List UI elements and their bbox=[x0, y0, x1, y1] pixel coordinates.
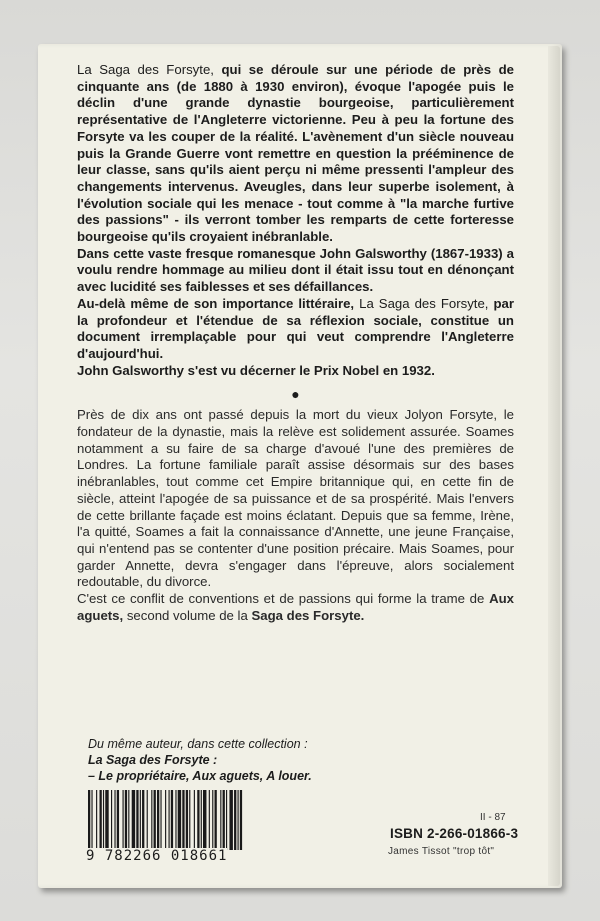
paragraph-text: second volume de la bbox=[123, 607, 252, 623]
series-title-inline: La Saga des Forsyte, bbox=[354, 295, 489, 311]
paragraph-text: par la profondeur et l'étendue de sa réflexion sociale, constitue un document irremplaçable pour qui veut comprendre l'Angleterre d'aujourd'hui. bbox=[77, 295, 515, 361]
synopsis-paragraph: Près de dix ans ont passé depuis la mort du vieux Jolyon Forsyte, le fondateur de la dynastie, mais la relève est solidement assurée. Soames notamment a su faire de sa charge d'avoué l'une des premières de Londres. La fortune familiale paraît assise désormais sur des bases inébranlables, tout comme cet Empire britannique qui, en cette fin de siècle, atteint l'apogée de sa puissance et de sa prospérité. Mais l'envers de cette brillante façade est moins éclatant. Depuis que sa femme, Irène, l'a quitté, Soames a fait la connaissance d'Annette, une jeune Française, qui n'entend pas se contenter d'une position précaire. Mais Soames, pour garder Annette, devra s'engager dans l'épreuve, alors socialement redoutable, du divorce. bbox=[77, 407, 514, 590]
blurb-paragraph-4: John Galsworthy s'est vu décerner le Prix Nobel en 1932. bbox=[77, 362, 435, 378]
book-page-edge bbox=[548, 46, 560, 886]
isbn: ISBN 2-266-01866-3 bbox=[390, 826, 519, 841]
paragraph-text: Au-delà même de son importance littéraire, bbox=[77, 295, 355, 311]
book-title-inline: Aux aguets, bbox=[77, 591, 514, 623]
barcode-number: 9 782266 018661 bbox=[86, 848, 228, 864]
blurb-paragraph-1 bbox=[77, 62, 514, 246]
synopsis-closing bbox=[77, 591, 514, 624]
same-author-intro: Du même auteur, dans cette collection : bbox=[88, 737, 308, 751]
blurb-text bbox=[77, 62, 514, 625]
series-title-inline: La Saga des Forsyte, bbox=[77, 62, 214, 77]
paragraph-text: qui se déroule sur une période de près de cinquante ans (de 1880 à 1930 environ), évoque l'apogée puis le déclin d'une grande dynastie bourgeoise, particulièrement représentative de l'Angleterre victorienne. Peu à peu la fortune des Forsyte va les couper de la réalité. L'avènement d'un siècle nouveau puis la Grande Guerre vont remettre en question la prééminence de leur classe, sans qu'ils aient perçu ni même pressenti l'ampleur des changements intervenus. Aveugles, dans leur superbe isolement, à l'évolution sociale qui les menace - tout comme à "la marche furtive des passions" - ils verront tomber les remparts de cette forteresse bourgeoise qu'ils croyaient inébranlable. bbox=[77, 62, 514, 245]
blurb-paragraph-3 bbox=[77, 296, 514, 363]
cover-art-credit: James Tissot "trop tôt" bbox=[388, 846, 495, 857]
same-author-list: – Le propriétaire, Aux aguets, A louer. bbox=[88, 769, 312, 783]
bullet-separator: ● bbox=[291, 386, 300, 403]
same-author-section bbox=[88, 736, 508, 784]
blurb-paragraph-2: Dans cette vaste fresque romanesque John Galsworthy (1867-1933) a voulu rendre hommage au milieu dont il était issu tout en dénonçant avec lucidité ses faiblesses et ses défaillances. bbox=[77, 245, 514, 295]
paragraph-text: C'est ce conflit de conventions et de passions qui forme la trame de bbox=[77, 591, 490, 607]
print-code: II - 87 bbox=[480, 812, 506, 823]
same-author-series-title: La Saga des Forsyte : bbox=[88, 753, 218, 767]
series-title-inline: Saga des Forsyte. bbox=[251, 607, 365, 623]
